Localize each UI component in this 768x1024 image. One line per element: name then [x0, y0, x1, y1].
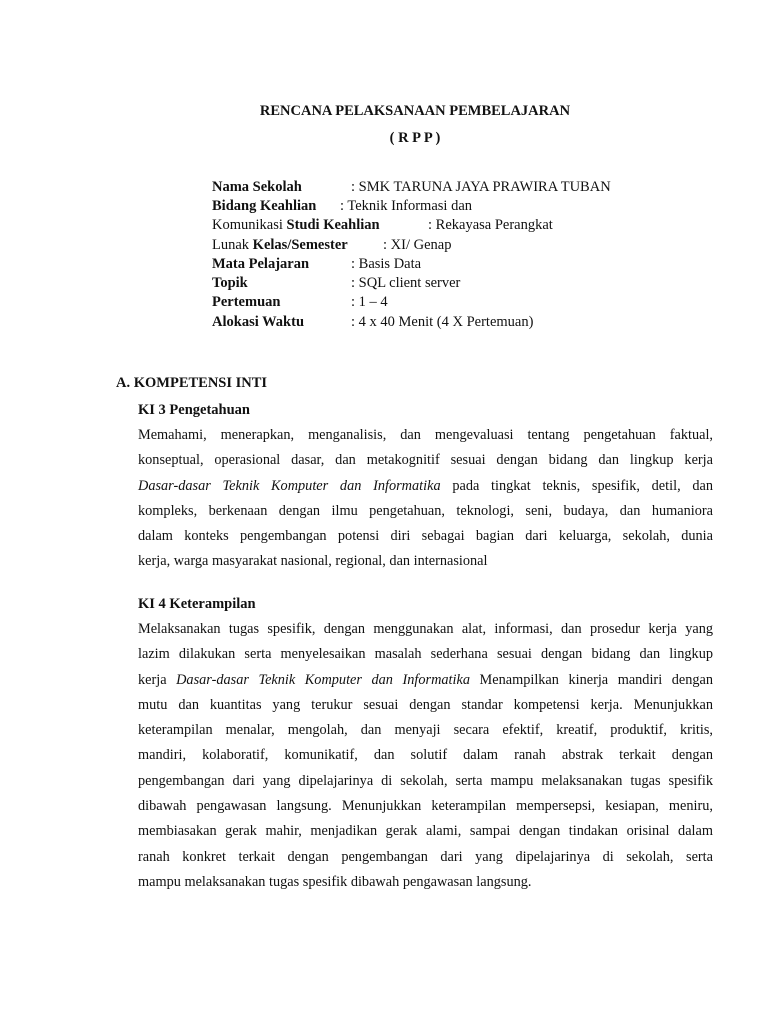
ki4-line-9: membiasakan gerak mahir, menjadikan gerak alami, sampai dengan tindakan orisinal dalam [138, 823, 713, 840]
info-row-kelas-text [212, 236, 348, 255]
info-value-bidang: : Teknik Informasi dan [340, 198, 473, 214]
ki4-line-6: mandiri, kolaboratif, komunikatif, dan solutif dalam ranah abstrak terkait dengan [138, 747, 713, 764]
section-a-heading: A. KOMPETENSI INTI [116, 375, 268, 391]
info-value-mapel: : Basis Data [351, 256, 422, 272]
info-value-topik: : SQL client server [351, 275, 461, 291]
info-value-studi: : Rekayasa Perangkat [428, 217, 553, 233]
ki3-line-3 [138, 474, 713, 499]
info-label-bidang: Bidang Keahlian [212, 198, 317, 214]
info-row-studi-text [212, 216, 380, 235]
info-label-pertemuan: Pertemuan [212, 294, 281, 310]
ki3-line-4: kompleks, berkenaan dengan ilmu pengetahuan, teknologi, seni, budaya, dan humaniora [138, 502, 713, 519]
info-label-sekolah: Nama Sekolah [212, 179, 302, 195]
info-label-mapel: Mata Pelajaran [212, 256, 310, 272]
ki3-line-2: konseptual, operasional dasar, dan metakognitif sesuai dengan bidang dan lingkup kerja [138, 452, 713, 469]
ki4-line-3-italic: Dasar-dasar Teknik Komputer dan Informatika [176, 671, 470, 688]
info-value-sekolah: : SMK TARUNA JAYA PRAWIRA TUBAN [351, 179, 611, 195]
info-label-kelas: Kelas/Semester [252, 237, 348, 253]
ki4-line-3-rest: Menampilkan kinerja mandiri dengan [469, 671, 713, 688]
ki4-line-7: pengembangan dari yang dipelajarinya di sekolah, serta mampu melaksanakan tugas spesifik [138, 772, 713, 789]
info-label-alokasi: Alokasi Waktu [212, 314, 305, 330]
info-value-pertemuan: : 1 – 4 [351, 294, 388, 310]
ki4-line-8: dibawah pengawasan langsung. Menunjukkan keterampilan mempersepsi, kesiapan, meniru, [138, 798, 713, 815]
info-prefix-kelas: Lunak [212, 237, 253, 253]
ki4-line-3-pre: kerja [138, 671, 177, 688]
page-subtitle: ( R P P ) [389, 130, 441, 146]
ki3-line-3-rest: pada tingkat teknis, spesifik, detil, dan [440, 477, 714, 494]
info-value-kelas: : XI/ Genap [383, 237, 452, 253]
ki3-line-1: Memahami, menerapkan, menganalisis, dan mengevaluasi tentang pengetahuan faktual, [138, 427, 713, 443]
info-value-alokasi: : 4 x 40 Menit (4 X Pertemuan) [351, 314, 534, 330]
info-prefix-studi: Komunikasi [212, 217, 287, 233]
ki3-line-5: dalam konteks pengembangan potensi diri sebagai bagian dari keluarga, sekolah, dunia [138, 528, 713, 545]
ki3-heading: KI 3 Pengetahuan [138, 402, 250, 418]
ki4-line-5: keterampilan menalar, mengolah, dan menyaji secara efektif, kreatif, produktif, kritis, [138, 722, 713, 739]
info-label-topik: Topik [212, 275, 248, 291]
ki4-heading: KI 4 Keterampilan [138, 596, 256, 612]
ki3-line-6: kerja, warga masyarakat nasional, regional, dan internasional [138, 553, 488, 570]
ki3-line-3-italic: Dasar-dasar Teknik Komputer dan Informatika [138, 477, 441, 494]
ki4-line-11: mampu melaksanakan tugas spesifik dibawah pengawasan langsung. [138, 873, 532, 890]
ki3-paragraph [138, 423, 713, 575]
ki4-line-10: ranah konkret terkait dengan pengembangan dari yang dipelajarinya di sekolah, serta [138, 848, 713, 865]
ki4-line-2: lazim dilakukan serta menyelesaikan masalah sederhana sesuai dengan bidang dan lingkup [138, 646, 713, 663]
info-label-studi: Studi Keahlian [286, 217, 380, 233]
ki4-line-1: Melaksanakan tugas spesifik, dengan menggunakan alat, informasi, dan prosedur kerja yang [138, 621, 713, 637]
ki4-line-3 [138, 668, 713, 693]
page-title: RENCANA PELAKSANAAN PEMBELAJARAN [259, 103, 571, 119]
ki4-paragraph [138, 617, 713, 895]
ki4-line-4: mutu dan kuantitas yang terukur sesuai dengan standar kompetensi kerja. Menunjukkan [138, 696, 713, 713]
